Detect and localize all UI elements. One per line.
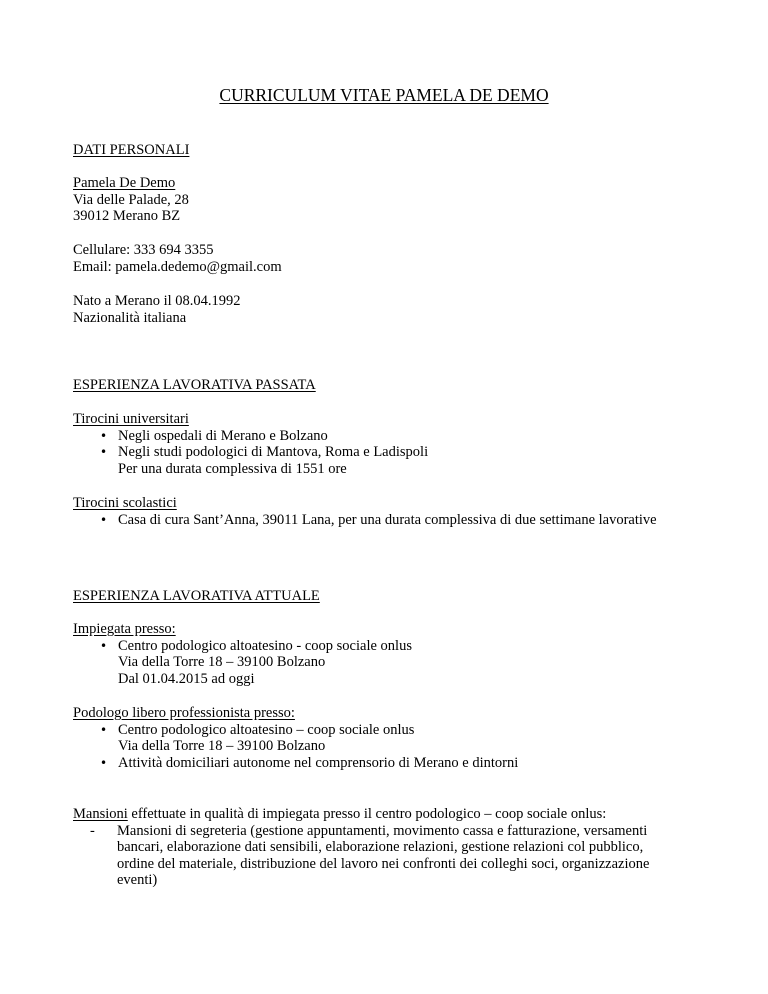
address-street: Via delle Palade, 28	[73, 191, 189, 208]
duties-label: Mansioni	[73, 806, 128, 822]
list-item: • Attività domiciliari autonome nel comprensorio di Merano e dintorni	[73, 755, 703, 772]
birth-block	[73, 293, 703, 326]
university-internships	[73, 411, 703, 477]
dash-marker: -	[90, 822, 95, 839]
duties-line: ordine del materiale, distribuzione del lavoro nei confronti dei colleghi soci, organizzazione	[117, 855, 650, 872]
university-internships-duration: Per una durata complessiva di 1551 ore	[118, 460, 347, 477]
school-internships-list	[73, 512, 703, 529]
phone-number: Cellulare: 333 694 3355	[73, 242, 214, 258]
personal-data-heading: DATI PERSONALI	[73, 142, 190, 158]
duties-intro-text: effettuate in qualità di impiegata presso il centro podologico – coop sociale onlus:	[127, 806, 607, 822]
duties-item	[73, 823, 703, 889]
email-address: Email: pamela.dedemo@gmail.com	[73, 258, 282, 275]
university-internships-list	[73, 428, 703, 461]
past-experience-heading: ESPERIENZA LAVORATIVA PASSATA	[73, 377, 316, 393]
employment-period: Dal 01.04.2015 ad oggi	[118, 670, 255, 687]
nationality: Nazionalità italiana	[73, 309, 187, 326]
document-title: CURRICULUM VITAE PAMELA DE DEMO	[219, 85, 549, 105]
list-item: • Casa di cura Sant’Anna, 39011 Lana, per una durata complessiva di due settimane lavorative	[73, 512, 703, 529]
freelance-list	[73, 722, 703, 739]
school-internships-heading: Tirocini scolastici	[73, 495, 177, 511]
current-experience-heading: ESPERIENZA LAVORATIVA ATTUALE	[73, 588, 320, 604]
employment-block	[73, 621, 703, 687]
list-item: • Centro podologico altoatesino – coop sociale onlus	[73, 722, 703, 739]
list-item: • Centro podologico altoatesino - coop sociale onlus	[73, 638, 703, 655]
employment-address: Via della Torre 18 – 39100 Bolzano	[118, 654, 326, 671]
duties-line: eventi)	[117, 872, 158, 889]
freelance-address: Via della Torre 18 – 39100 Bolzano	[118, 738, 326, 755]
freelance-block	[73, 705, 703, 771]
university-internships-heading: Tirocini universitari	[73, 411, 189, 427]
freelance-heading: Podologo libero professionista presso:	[73, 705, 295, 721]
duties-line: Mansioni di segreteria (gestione appuntamenti, movimento cassa e fatturazione, versamenti	[117, 822, 648, 839]
birth-info: Nato a Merano il 08.04.1992	[73, 293, 241, 309]
address-city: 39012 Merano BZ	[73, 208, 181, 225]
duties-intro	[73, 806, 703, 823]
list-item: • Negli studi podologici di Mantova, Roma e Ladispoli	[73, 444, 703, 461]
freelance-list-2	[73, 755, 703, 772]
list-item: • Negli ospedali di Merano e Bolzano	[73, 428, 703, 445]
employment-heading: Impiegata presso:	[73, 621, 176, 637]
contact-block	[73, 242, 703, 275]
duties-block	[73, 806, 703, 889]
person-name: Pamela De Demo	[73, 175, 176, 191]
employment-list	[73, 638, 703, 655]
personal-data-block	[73, 175, 703, 225]
duties-line: bancari, elaborazione dati sensibili, elaborazione relazioni, gestione relazioni col pubblico,	[117, 839, 644, 856]
school-internships	[73, 495, 703, 528]
